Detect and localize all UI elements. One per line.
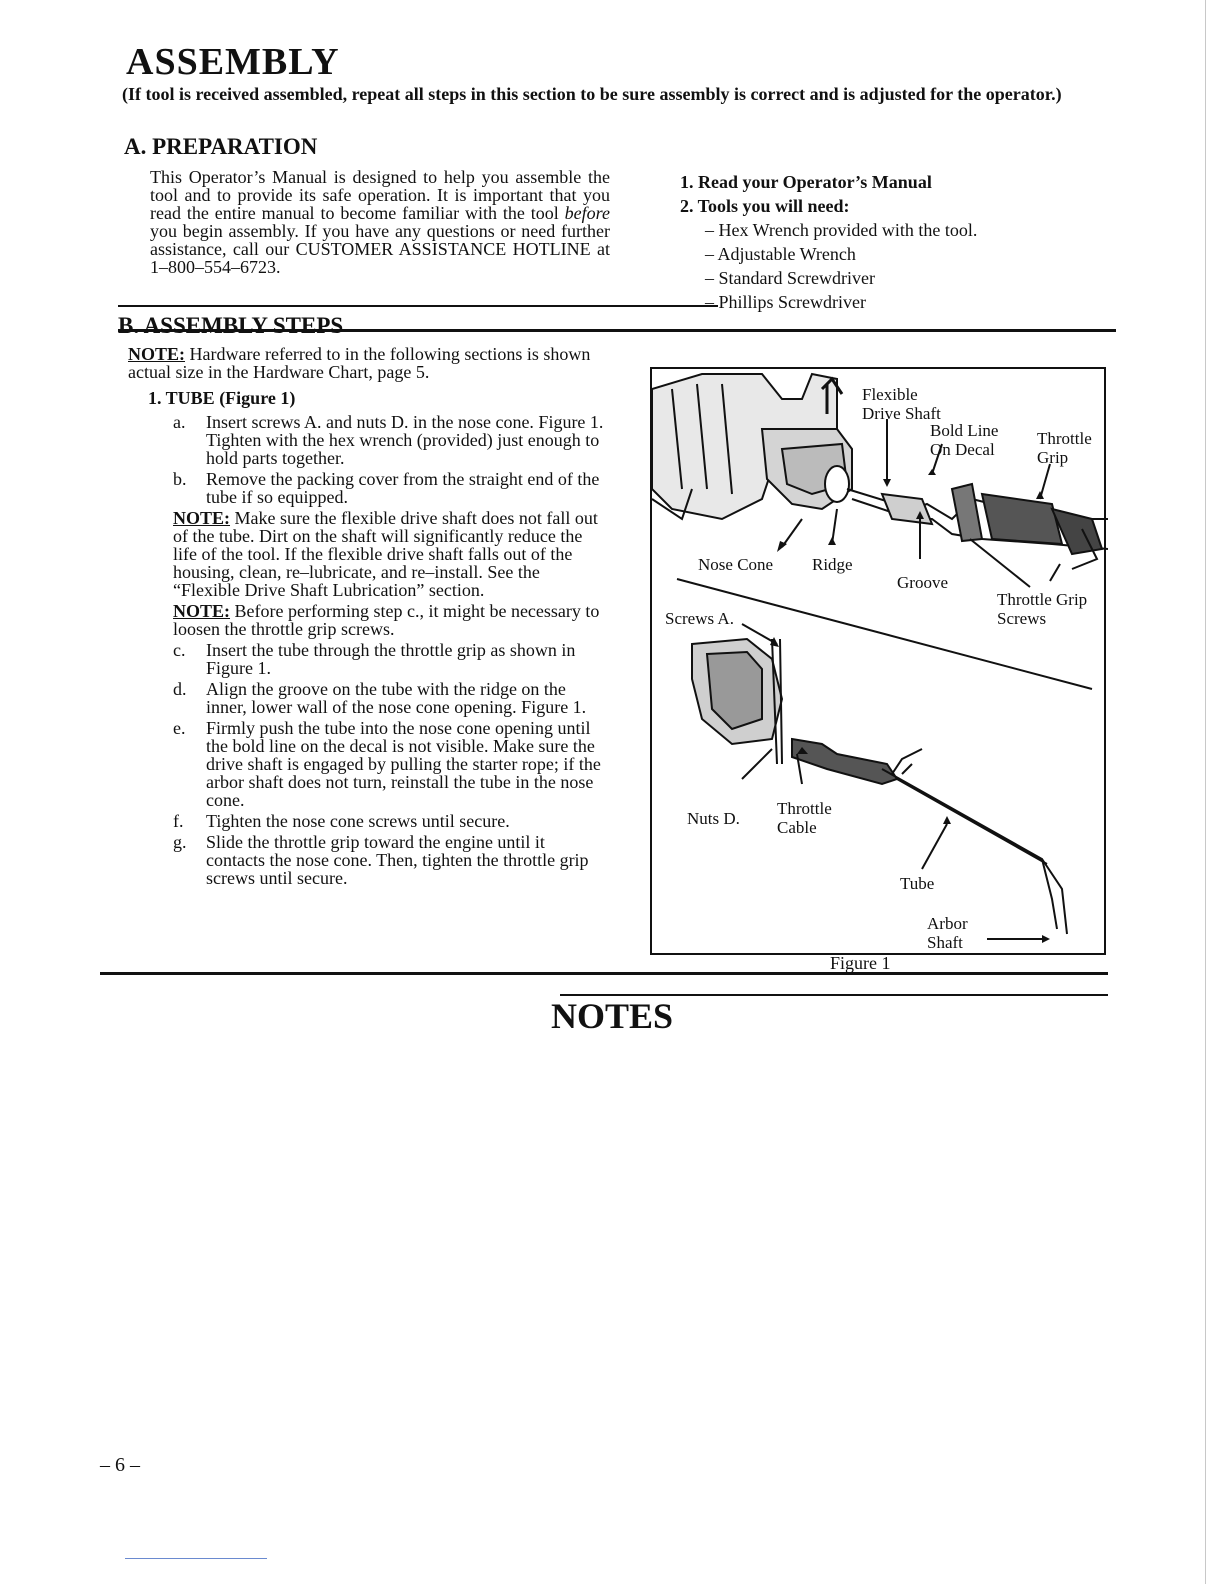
label-ridge: Ridge — [812, 555, 853, 574]
step-d: d. Align the groove on the tube with the ridge on the inner, lower wall of the nose cone opening. Figure 1. — [173, 679, 587, 717]
label-throttle-grip-screws: Throttle Grip Screws — [997, 590, 1088, 628]
page-number: – 6 – — [100, 1454, 140, 1476]
step-g: g. Slide the throttle grip toward the engine until it contacts the nose cone. Then, tighten the throttle grip screws until secure. — [173, 832, 589, 888]
step-c: c. Insert the tube through the throttle grip as shown in Figure 1. — [173, 640, 576, 678]
preparation-paragraph: This Operator’s Manual is designed to help you assemble the tool and to provide its safe operation. It is important that you read the entire manual to become familiar with the tool before you begin assembly. If you have any questions or need further assistance, call our CUSTOMER ASSISTANCE HOTLINE at 1–800–554–6723. — [150, 167, 610, 277]
tool-adjustable-wrench: – Adjustable Wrench — [705, 244, 856, 264]
tools-item-tools-needed: 2. Tools you will need: — [680, 196, 850, 216]
label-groove: Groove — [897, 573, 948, 592]
label-throttle-cable: Throttle Cable — [777, 799, 832, 837]
tools-item-read-manual: 1. Read your Operator’s Manual — [680, 172, 932, 192]
page-edge-line — [1205, 0, 1206, 1584]
label-arbor-shaft: Arbor Shaft — [927, 914, 968, 952]
label-tube: Tube — [900, 874, 935, 893]
figure-1 — [650, 367, 1106, 955]
tool-standard-screwdriver: – Standard Screwdriver — [705, 268, 875, 288]
label-flexible-drive-shaft: Flexible Drive Shaft — [862, 385, 941, 423]
footer-rule — [125, 1558, 267, 1559]
section-heading-preparation: A. PREPARATION — [124, 134, 318, 159]
notes-heading: NOTES — [550, 996, 674, 1036]
tool-hex-wrench: – Hex Wrench provided with the tool. — [705, 220, 978, 240]
label-nuts-d: Nuts D. — [687, 809, 740, 828]
label-throttle-grip: Throttle Grip — [1037, 429, 1092, 467]
divider-rule — [100, 972, 1108, 975]
figure-caption: Figure 1 — [830, 953, 891, 973]
step-f: f. Tighten the nose cone screws until secure. — [173, 811, 510, 831]
note-loosen-screws: NOTE: Before performing step c., it might be necessary to loosen the throttle grip screws. — [173, 601, 600, 639]
note-drive-shaft: NOTE: Make sure the flexible drive shaft does not fall out of the tube. Dirt on the shaft will significantly reduce the life of the tool. If the flexible drive shaft falls out of the housing, clean, re–lubricate, and re–install. See the “Flexible Drive Shaft Lubrication” section. — [173, 508, 598, 600]
tools-list — [680, 170, 1060, 314]
note-hardware: NOTE: Hardware referred to in the following sections is shown actual size in the Hardware Chart, page 5. — [128, 344, 591, 382]
divider-rule — [118, 305, 718, 307]
label-bold-line-decal: Bold Line On Decal — [930, 421, 999, 459]
intro-note: (If tool is received assembled, repeat all steps in this section to be sure assembly is correct and is adjusted for the operator.) — [122, 84, 1062, 104]
assembly-steps — [128, 345, 608, 890]
step-e: e. Firmly push the tube into the nose cone opening until the bold line on the decal is not visible. Make sure the drive shaft is engaged by pulling the starter rope; if the arbor shaft does not turn, reinstall the tube in the nose cone. — [173, 718, 601, 810]
step-a: a. Insert screws A. and nuts D. in the nose cone. Figure 1. Tighten with the hex wrench (provided) just enough to hold parts together. — [173, 412, 604, 468]
label-nose-cone: Nose Cone — [698, 555, 774, 574]
tube-subheading: 1. TUBE (Figure 1) — [148, 388, 296, 408]
tool-phillips-screwdriver: – Phillips Screwdriver — [705, 292, 866, 312]
section-heading-assembly-steps: B. ASSEMBLY STEPS — [118, 313, 344, 338]
label-screws-a: Screws A. — [665, 609, 734, 628]
step-b: b. Remove the packing cover from the straight end of the tube if so equipped. — [173, 469, 600, 507]
page-title: ASSEMBLY — [126, 41, 340, 83]
